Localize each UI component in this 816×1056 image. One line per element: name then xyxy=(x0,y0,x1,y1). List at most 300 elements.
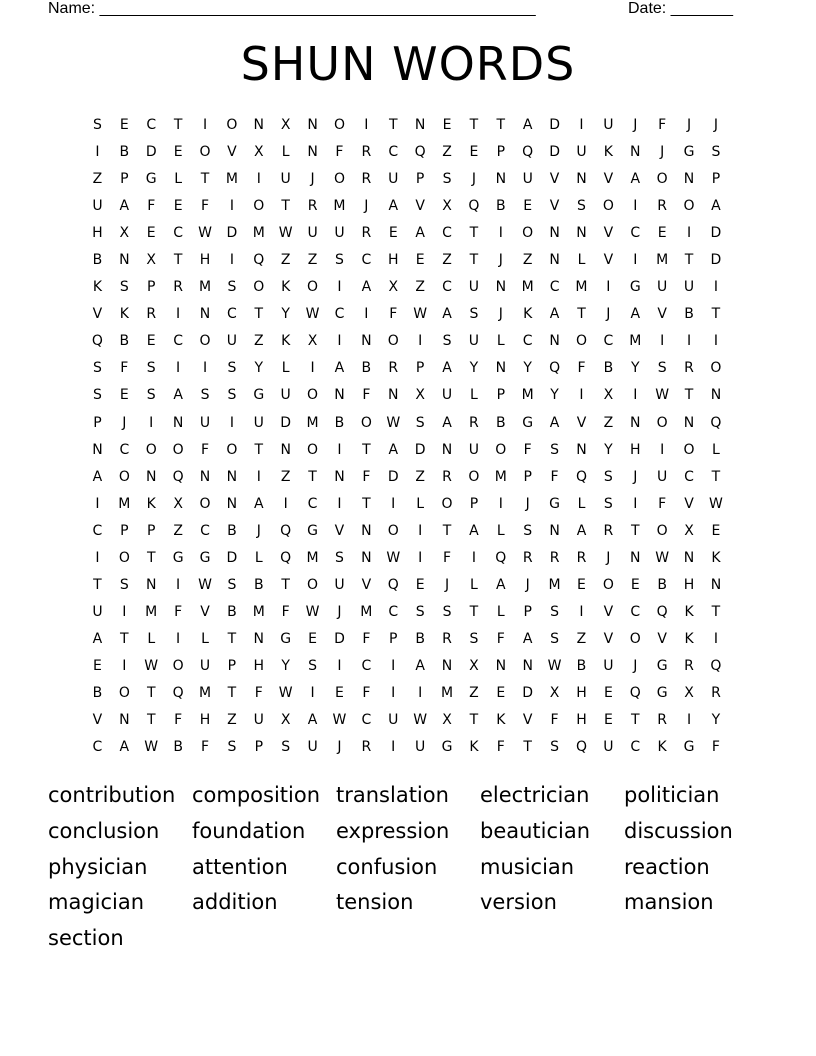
grid-letter: C xyxy=(361,252,372,269)
grid-letter: B xyxy=(119,333,130,350)
grid-letter: R xyxy=(522,549,533,566)
grid-letter: A xyxy=(630,171,641,188)
grid-row xyxy=(84,410,729,437)
grid-letter: S xyxy=(603,468,613,485)
grid-letter: M xyxy=(118,495,131,512)
word-bank-item: physician xyxy=(48,854,148,879)
grid-letter: N xyxy=(549,225,560,242)
grid-letter: I xyxy=(579,387,584,404)
grid-letter: E xyxy=(657,225,667,242)
grid-letter: F xyxy=(550,712,559,729)
grid-letter: I xyxy=(418,685,423,701)
grid-letter: F xyxy=(200,198,210,215)
word-bank-item: beautician xyxy=(480,818,591,843)
grid-letter: I xyxy=(122,657,127,674)
grid-letter: A xyxy=(469,522,479,539)
grid-letter: M xyxy=(440,685,454,701)
grid-letter: Q xyxy=(280,549,292,566)
grid-letter: I xyxy=(229,414,234,431)
grid-letter: T xyxy=(93,576,102,593)
grid-letter: I xyxy=(686,333,692,350)
grid-letter: M xyxy=(494,468,507,485)
grid-letter: U xyxy=(468,279,480,296)
grid-letter: H xyxy=(576,712,587,729)
grid-letter: A xyxy=(442,306,452,323)
grid-letter: M xyxy=(198,279,212,296)
grid-letter: X xyxy=(119,225,130,242)
word-bank-item: discussion xyxy=(624,818,733,843)
grid-letter: Q xyxy=(656,603,668,620)
grid-letter: R xyxy=(388,360,399,377)
grid-letter: V xyxy=(334,522,345,539)
grid-letter: Q xyxy=(253,252,265,269)
grid-letter: T xyxy=(254,306,264,323)
grid-letter: O xyxy=(307,279,319,296)
grid-letter: A xyxy=(576,522,587,539)
grid-letter: B xyxy=(334,414,345,431)
grid-letter: A xyxy=(307,712,318,729)
word-bank-item: mansion xyxy=(624,890,714,915)
grid-letter: Q xyxy=(414,144,426,161)
grid-letter: C xyxy=(388,144,399,161)
grid-letter: K xyxy=(684,603,694,620)
grid-letter: C xyxy=(684,468,694,485)
grid-letter: W xyxy=(144,739,159,756)
grid-letter: T xyxy=(711,603,721,620)
grid-letter: Q xyxy=(172,468,184,485)
grid-letter: L xyxy=(281,144,290,161)
grid-letter: L xyxy=(470,576,478,593)
grid-letter: A xyxy=(388,198,399,215)
grid-letter: K xyxy=(281,333,291,350)
grid-letter: L xyxy=(174,171,183,188)
grid-letter: Z xyxy=(173,522,183,539)
grid-letter: H xyxy=(199,712,211,729)
grid-letter: Z xyxy=(227,712,237,729)
grid-letter: T xyxy=(442,522,452,539)
grid-letter: U xyxy=(603,117,614,134)
grid-letter: V xyxy=(603,171,614,188)
grid-letter: S xyxy=(550,441,560,458)
grid-letter: O xyxy=(495,441,507,458)
grid-letter: Z xyxy=(576,630,587,647)
grid-letter: I xyxy=(713,630,718,647)
grid-letter: S xyxy=(146,387,156,404)
grid-letter: K xyxy=(711,549,721,566)
grid-letter: U xyxy=(280,171,291,188)
grid-row xyxy=(84,301,729,328)
grid-letter: I xyxy=(256,468,261,485)
grid-letter: I xyxy=(310,685,315,701)
grid-letter: Y xyxy=(711,712,721,729)
grid-letter: A xyxy=(119,198,130,215)
grid-letter: W xyxy=(386,414,401,431)
grid-letter: L xyxy=(496,522,505,539)
grid-letter: S xyxy=(415,414,425,431)
grid-letter: U xyxy=(253,712,264,729)
grid-letter: I xyxy=(686,712,692,729)
grid-letter: U xyxy=(415,739,426,756)
grid-letter: E xyxy=(442,117,452,134)
grid-letter: X xyxy=(469,657,479,674)
grid-letter: G xyxy=(253,387,265,404)
grid-letter: W xyxy=(655,549,670,566)
grid-letter: K xyxy=(657,739,667,756)
grid-letter: U xyxy=(388,712,399,729)
grid-letter: Q xyxy=(468,198,480,215)
grid-letter: E xyxy=(603,685,613,701)
grid-row xyxy=(84,220,729,247)
grid-letter: M xyxy=(521,387,534,404)
word-bank-item: contribution xyxy=(48,783,176,807)
grid-letter: O xyxy=(656,414,668,431)
grid-letter: D xyxy=(145,144,157,161)
grid-letter: I xyxy=(229,198,234,215)
grid-letter: K xyxy=(684,630,694,647)
grid-letter: T xyxy=(523,739,532,756)
grid-letter: W xyxy=(144,657,159,674)
grid-letter: O xyxy=(387,333,399,350)
grid-letter: T xyxy=(146,685,156,701)
grid-letter: P xyxy=(254,739,264,756)
grid-row xyxy=(84,112,729,139)
grid-letter: S xyxy=(93,387,102,404)
grid-letter: I xyxy=(418,333,423,350)
grid-letter: V xyxy=(200,603,210,620)
grid-letter: N xyxy=(683,549,695,566)
grid-letter: F xyxy=(496,739,505,756)
grid-letter: O xyxy=(307,576,319,593)
grid-letter: I xyxy=(391,739,396,756)
grid-letter: A xyxy=(496,576,506,593)
grid-letter: O xyxy=(172,441,184,458)
grid-letter: O xyxy=(360,414,372,431)
grid-letter: S xyxy=(119,576,129,593)
grid-letter: N xyxy=(710,576,722,593)
grid-letter: T xyxy=(173,252,183,269)
grid-letter: O xyxy=(683,441,695,458)
grid-letter: N xyxy=(441,657,453,674)
grid-letter: U xyxy=(603,739,614,756)
grid-letter: F xyxy=(389,306,398,323)
grid-letter: L xyxy=(281,360,290,377)
grid-letter: O xyxy=(656,522,668,539)
grid-letter: R xyxy=(442,630,452,647)
grid-letter: S xyxy=(469,630,479,647)
grid-letter: Q xyxy=(575,468,587,485)
grid-letter: P xyxy=(496,387,506,404)
grid-letter: X xyxy=(307,333,318,350)
grid-letter: H xyxy=(683,576,695,593)
grid-row xyxy=(84,274,729,301)
grid-letter: W xyxy=(305,306,320,323)
grid-letter: M xyxy=(252,225,265,242)
grid-letter: K xyxy=(523,306,533,323)
grid-letter: C xyxy=(630,739,641,756)
grid-letter: J xyxy=(633,657,638,674)
word-bank-item: politician xyxy=(624,783,720,807)
grid-letter: N xyxy=(92,441,103,458)
grid-letter: U xyxy=(253,414,264,431)
grid-letter: E xyxy=(388,225,398,242)
grid-letter: V xyxy=(522,712,533,729)
grid-letter: N xyxy=(361,522,372,539)
grid-letter: T xyxy=(254,441,264,458)
grid-letter: M xyxy=(629,333,642,350)
grid-letter: X xyxy=(388,279,399,296)
grid-letter: H xyxy=(199,252,211,269)
grid-letter: Z xyxy=(442,252,452,269)
grid-letter: A xyxy=(549,306,560,323)
grid-letter: I xyxy=(579,117,584,134)
grid-letter: O xyxy=(118,468,130,485)
grid-letter: J xyxy=(713,117,718,134)
grid-letter: O xyxy=(226,117,238,134)
grid-letter: N xyxy=(119,712,130,729)
grid-letter: B xyxy=(603,360,614,377)
grid-letter: N xyxy=(199,306,211,323)
grid-letter: M xyxy=(198,685,212,701)
grid-letter: A xyxy=(92,468,103,485)
grid-letter: J xyxy=(686,117,692,134)
word-bank-item: expression xyxy=(336,818,450,843)
grid-letter: S xyxy=(550,603,560,620)
word-bank-item: conclusion xyxy=(48,818,160,843)
grid-letter: X xyxy=(684,522,694,539)
page-title: SHUN WORDS xyxy=(240,37,576,91)
grid-letter: S xyxy=(523,522,533,539)
grid-letter: O xyxy=(441,495,453,512)
grid-letter: L xyxy=(470,387,478,404)
grid-letter: T xyxy=(469,603,479,620)
grid-letter: U xyxy=(307,739,318,756)
grid-letter: D xyxy=(387,468,399,485)
grid-letter: O xyxy=(468,468,480,485)
grid-letter: Z xyxy=(415,279,425,296)
grid-letter: V xyxy=(227,144,237,161)
grid-letter: I xyxy=(337,441,342,458)
grid-letter: V xyxy=(549,198,560,215)
grid-row xyxy=(84,653,729,680)
grid-letter: G xyxy=(656,657,668,674)
grid-letter: O xyxy=(333,117,345,134)
grid-letter: X xyxy=(603,387,614,404)
grid-letter: N xyxy=(307,144,318,161)
grid-letter: O xyxy=(333,171,345,188)
grid-letter: O xyxy=(118,549,130,566)
grid-letter: X xyxy=(280,117,291,134)
grid-letter: D xyxy=(549,117,560,134)
grid-letter: M xyxy=(145,603,158,620)
grid-letter: T xyxy=(630,712,640,729)
grid-letter: K xyxy=(146,495,156,512)
grid-letter: J xyxy=(606,306,611,323)
grid-letter: W xyxy=(547,657,562,674)
grid-letter: C xyxy=(603,333,614,350)
grid-row xyxy=(84,707,729,734)
grid-letter: F xyxy=(658,495,667,512)
grid-letter: B xyxy=(92,252,103,269)
grid-letter: B xyxy=(227,603,237,620)
grid-letter: J xyxy=(256,522,261,539)
grid-letter: F xyxy=(523,441,532,458)
grid-letter: T xyxy=(281,576,290,593)
grid-letter: B xyxy=(253,576,264,593)
grid-letter: N xyxy=(495,360,507,377)
grid-letter: N xyxy=(361,333,372,350)
grid-letter: P xyxy=(147,522,156,539)
grid-letter: N xyxy=(361,549,372,566)
grid-letter: S xyxy=(335,252,344,269)
grid-letter: L xyxy=(577,252,586,269)
grid-letter: Q xyxy=(495,549,507,566)
grid-letter: U xyxy=(92,198,103,215)
grid-letter: O xyxy=(199,333,211,350)
grid-letter: I xyxy=(471,549,476,566)
grid-letter: T xyxy=(577,306,586,323)
grid-letter: S xyxy=(146,360,156,377)
grid-letter: B xyxy=(173,739,183,756)
grid-letter: N xyxy=(495,279,507,296)
grid-letter: X xyxy=(549,685,560,701)
grid-letter: F xyxy=(550,468,559,485)
grid-letter: C xyxy=(388,603,399,620)
grid-letter: R xyxy=(361,225,372,242)
grid-letter: J xyxy=(633,117,638,134)
grid-letter: C xyxy=(361,657,372,674)
word-bank-item: section xyxy=(48,926,124,951)
grid-letter: F xyxy=(711,739,720,756)
grid-letter: O xyxy=(602,198,614,215)
grid-letter: I xyxy=(364,306,369,323)
grid-letter: F xyxy=(442,549,452,566)
grid-letter: Q xyxy=(172,685,184,701)
word-bank-item: addition xyxy=(192,890,278,915)
grid-letter: M xyxy=(521,279,534,296)
grid-letter: M xyxy=(575,279,588,296)
grid-letter: O xyxy=(145,441,157,458)
grid-letter: R xyxy=(361,171,372,188)
grid-letter: I xyxy=(176,576,181,593)
grid-letter: N xyxy=(630,414,641,431)
grid-letter: M xyxy=(333,198,346,215)
grid-letter: M xyxy=(656,252,669,269)
grid-letter: G xyxy=(145,171,157,188)
grid-letter: L xyxy=(254,549,263,566)
grid-letter: C xyxy=(173,333,183,350)
grid-letter: O xyxy=(710,360,722,377)
word-bank-item: magician xyxy=(48,890,145,915)
grid-letter: U xyxy=(657,468,668,485)
grid-letter: I xyxy=(337,657,342,674)
grid-letter: L xyxy=(201,630,209,647)
grid-letter: A xyxy=(254,495,264,512)
grid-letter: A xyxy=(334,360,345,377)
grid-letter: V xyxy=(657,306,667,323)
grid-letter: Q xyxy=(710,657,722,674)
grid-letter: L xyxy=(416,495,425,512)
grid-letter: C xyxy=(200,522,210,539)
grid-letter: S xyxy=(550,630,560,647)
grid-letter: W xyxy=(413,712,428,729)
grid-letter: G xyxy=(522,414,534,431)
grid-letter: R xyxy=(307,198,318,215)
grid-letter: E xyxy=(469,144,479,161)
word-bank-item: musician xyxy=(480,854,575,879)
grid-letter: P xyxy=(227,657,237,674)
grid-letter: G xyxy=(172,549,184,566)
grid-letter: I xyxy=(606,279,611,296)
grid-letter: A xyxy=(388,441,399,458)
grid-letter: V xyxy=(603,603,614,620)
grid-letter: N xyxy=(549,522,560,539)
grid-letter: L xyxy=(577,495,586,512)
grid-letter: C xyxy=(442,225,452,242)
grid-letter: D xyxy=(549,144,560,161)
grid-letter: P xyxy=(496,144,506,161)
grid-letter: D xyxy=(226,225,238,242)
grid-letter: S xyxy=(227,387,237,404)
grid-letter: U xyxy=(522,171,533,188)
grid-letter: L xyxy=(496,333,505,350)
grid-letter: B xyxy=(496,414,506,431)
grid-letter: U xyxy=(92,603,103,620)
grid-letter: Z xyxy=(522,252,533,269)
grid-letter: G xyxy=(656,685,668,701)
grid-letter: Q xyxy=(91,333,103,350)
grid-letter: N xyxy=(630,549,641,566)
grid-letter: C xyxy=(92,739,103,756)
grid-letter: B xyxy=(576,657,587,674)
grid-letter: N xyxy=(630,144,641,161)
grid-letter: Y xyxy=(254,360,264,377)
grid-letter: T xyxy=(388,117,398,134)
grid-letter: G xyxy=(629,279,641,296)
grid-letter: S xyxy=(442,171,452,188)
grid-letter: C xyxy=(119,441,130,458)
grid-letter: M xyxy=(252,603,265,620)
grid-letter: T xyxy=(362,441,371,458)
grid-letter: N xyxy=(388,387,399,404)
grid-row xyxy=(84,193,729,220)
grid-letter: P xyxy=(93,414,102,431)
grid-letter: M xyxy=(225,171,238,188)
grid-letter: C xyxy=(173,225,183,242)
grid-letter: T xyxy=(308,468,317,485)
grid-letter: O xyxy=(199,144,211,161)
grid-row xyxy=(84,626,729,653)
grid-letter: I xyxy=(176,630,181,647)
grid-letter: V xyxy=(684,495,694,512)
grid-letter: D xyxy=(710,252,722,269)
grid-letter: Q xyxy=(575,739,587,756)
grid-letter: O xyxy=(118,685,130,701)
grid-letter: O xyxy=(683,198,695,215)
grid-letter: G xyxy=(549,495,561,512)
grid-letter: I xyxy=(337,495,342,512)
grid-letter: T xyxy=(469,712,479,729)
grid-letter: Y xyxy=(523,360,532,377)
grid-letter: N xyxy=(414,117,426,134)
grid-letter: Y xyxy=(281,306,290,323)
grid-letter: O xyxy=(307,441,319,458)
grid-letter: S xyxy=(603,495,613,512)
grid-letter: T xyxy=(200,171,210,188)
grid-letter: F xyxy=(174,712,183,729)
grid-letter: I xyxy=(95,144,100,161)
grid-row xyxy=(84,518,729,545)
grid-letter: T xyxy=(684,387,694,404)
